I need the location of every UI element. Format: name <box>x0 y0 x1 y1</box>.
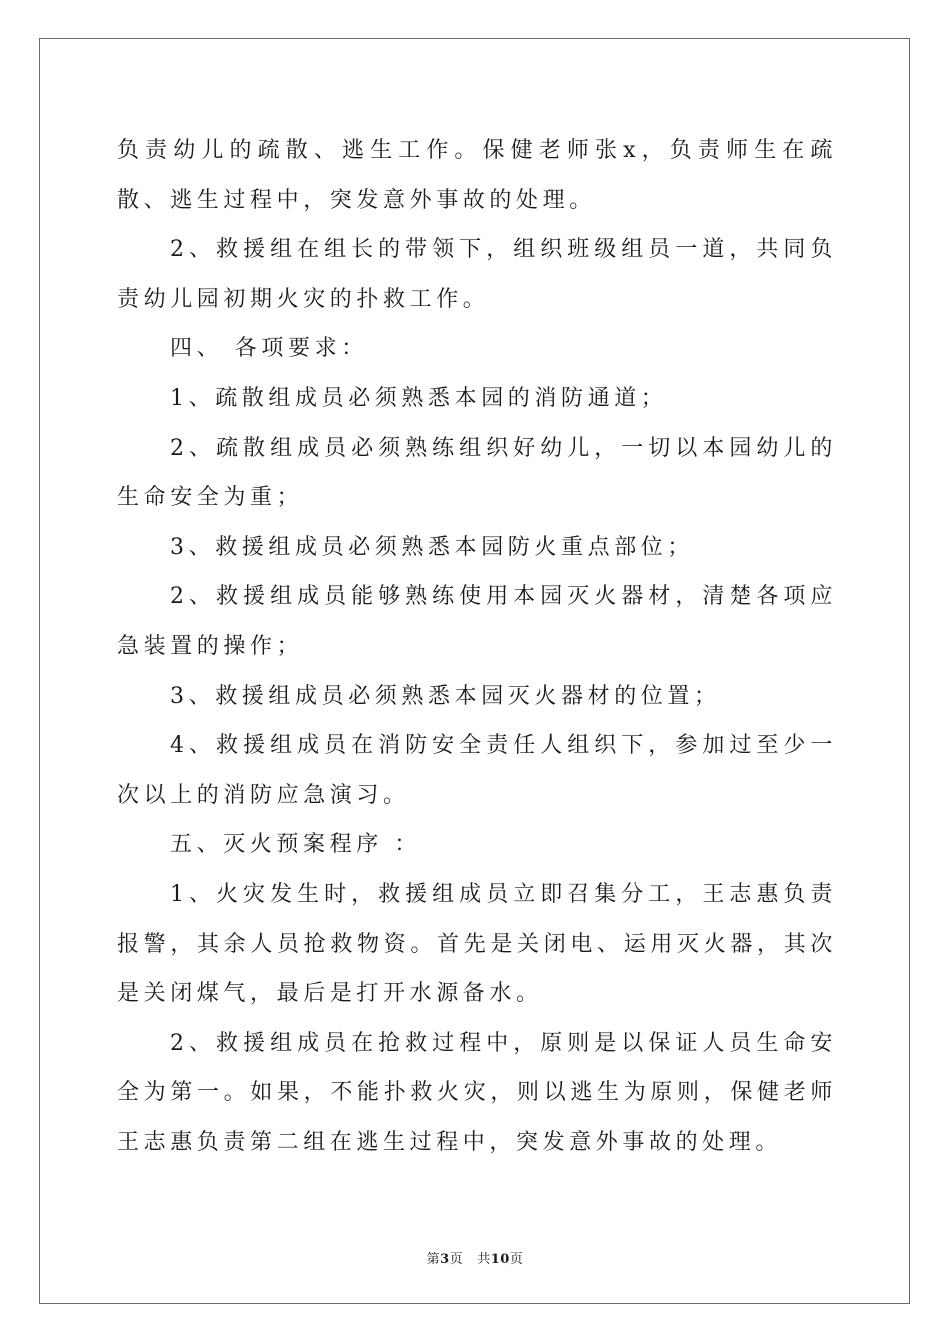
paragraph: 2、救援组在组长的带领下，组织班级组员一道，共同负责幼儿园初期火灾的扑救工作。 <box>117 237 837 312</box>
paragraph: 负责幼儿的疏散、逃生工作。保健老师张x，负责师生在疏散、逃生过程中，突发意外事故的处理。 <box>117 138 837 213</box>
page-prefix: 第 <box>426 1252 441 1267</box>
list-item: 2、救援组成员能够熟练使用本园灭火器材，清楚各项应急装置的操作； <box>117 584 837 659</box>
list-item: 3、救援组成员必须熟悉本园防火重点部位； <box>170 534 694 560</box>
section-heading: 五、灭火预案程序 ： <box>170 832 421 858</box>
total-suffix: 页 <box>509 1252 524 1267</box>
page-suffix: 页 <box>449 1252 464 1267</box>
total-pages: 10 <box>490 1252 510 1267</box>
total-prefix: 共 <box>477 1252 491 1267</box>
section-heading: 四、 各项要求： <box>170 336 368 362</box>
page-footer <box>0 1248 950 1267</box>
list-item: 1、疏散组成员必须熟悉本园的消防通道； <box>170 385 668 411</box>
document-body <box>117 126 837 1167</box>
list-item: 2、疏散组成员必须熟练组织好幼儿，一切以本园幼儿的生命安全为重； <box>117 435 837 511</box>
list-item: 4、救援组成员在消防安全责任人组织下，参加过至少一次以上的消防应急演习。 <box>117 733 837 808</box>
list-item: 2、救援组成员在抢救过程中，原则是以保证人员生命安全为第一。如果，不能扑救火灾，则以逃生为原则，保健老师王志惠负责第二组在逃生过程中，突发意外事故的处理。 <box>117 1030 837 1155</box>
page-number: 3 <box>440 1252 450 1267</box>
list-item: 3、救援组成员必须熟悉本园灭火器材的位置； <box>170 683 721 709</box>
list-item: 1、火灾发生时，救援组成员立即召集分工，王志惠负责报警，其余人员抢救物资。首先是关闭电、运用灭火器，其次是关闭煤气，最后是打开水源备水。 <box>117 881 837 1007</box>
